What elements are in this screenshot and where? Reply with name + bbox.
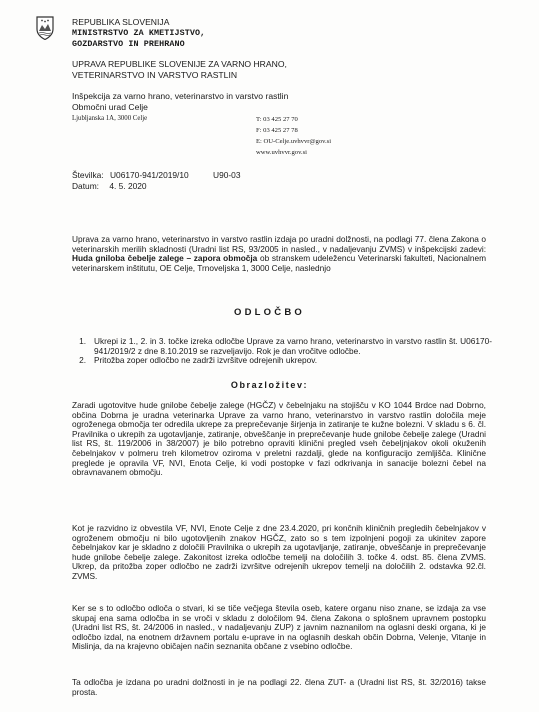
inspection-name: Inšpekcija za varno hrano, veterinarstvo in varstvo rastlin (72, 91, 289, 101)
decision-item (72, 356, 492, 366)
contact-phone: T: 03 425 27 70 (256, 116, 298, 123)
coat-of-arms-icon (36, 16, 54, 40)
decision-item-text: Pritožba zoper odločbo ne zadrži izvršitve odrejenih ukrepov. (94, 355, 318, 366)
agency-line-2: VETERINARSTVO IN VARSTVO RASTLIN (72, 70, 238, 80)
agency-line-1: UPRAVA REPUBLIKE SLOVENIJE ZA VARNO HRANO, (72, 59, 287, 69)
decision-item-number: 1. (79, 336, 86, 346)
office-name: Območni urad Celje (72, 102, 148, 112)
reasoning-paragraph-4: Ta odločba je izdana po uradni dolžnosti in je na podlagi 22. člena ZUT- a (Uradni list RS, št. 32/2016) takse prosta. (72, 677, 486, 697)
office-address: Ljubljanska 1A, 3000 Celje (72, 115, 148, 122)
reasoning-title: Obrazložitev: (230, 380, 309, 390)
contact-fax: F: 03 425 27 78 (256, 127, 298, 134)
country-name: REPUBLIKA SLOVENIJA (72, 17, 170, 27)
reasoning-paragraph-2: Kot je razvidno iz obvestila VF, NVI, Enote Celje z dne 23.4.2020, pri končnih kliničnih pregledih čebelnjakov v ogroženem območju ni bilo ugotovljenih znakov HGČZ, zato so s tem izpolnjeni pogoji za ukinitev zapore čebelnjakov kar je skladno z določili Pravilnika o ukrepih za ugotavljanje, zatiranje, obveščanje in preprečevanje hude gnilobe čebelje zalege. Zakonitost izreka odločbe temelji na določilih 3. točke 4. odst. 85. člena ZVMS. Ukrep, da pritožba zoper odločbo ne zadrži izvršitve odrejenih ukrepov temelji na določilih 2. odstavka 92.čl. ZVMS. (72, 523, 486, 581)
case-code: U90-03 (213, 170, 241, 180)
case-number-value: U06170-941/2019/10 (109, 170, 189, 180)
decision-list (72, 337, 492, 366)
contact-web[interactable]: www.uvhvvr.gov.si (256, 149, 307, 156)
contact-email[interactable]: E: OU-Celje.uvhvvr@gov.si (256, 138, 332, 145)
document-date (72, 181, 147, 191)
intro-paragraph (72, 235, 486, 273)
case-number-label: Številka: (72, 170, 104, 180)
date-label: Datum: (72, 181, 99, 191)
intro-text-start: Uprava za varno hrano, veterinarstvo in varstvo rastlin izdaja po uradni dolžnosti, na podlagi 77. člena Zakona o veterinarskih merilih skladnosti (Uradni list RS, 93/2005 in nasled., v nadaljevanju ZVMS) v inšpekcijski zadevi: (72, 234, 486, 254)
ministry-line-2: GOZDARSTVO IN PREHRANO (72, 39, 185, 49)
ministry-line-1: MINISTRSTVO ZA KMETIJSTVO, (72, 28, 206, 38)
case-number (72, 170, 240, 180)
decision-item-text: Ukrepi iz 1., 2. in 3. točke izreka odločbe Uprave za varno hrano, veterinarstvo in varstvo rastlin št. U06170-941/2019/2 z dne 8.10.2019 se razveljavijo. Rok je dan vročitve odločbe. (94, 336, 492, 356)
intro-text-end: ob stranskem udeležencu Veterinarski fakulteti, Nacionalnem veterinarskem inštitutu, OE Celje, Trnoveljska 1, 3000 Celje, naslednjo (72, 253, 486, 273)
decision-title: ODLOČBO (234, 307, 305, 318)
intro-case-title: Huda gniloba čebelje zalege – zapora območja (72, 253, 258, 264)
decision-item (72, 337, 492, 356)
decision-item-number: 2. (79, 355, 86, 366)
date-value: 4. 5. 2020 (109, 181, 147, 191)
reasoning-paragraph-3: Ker se s to odločbo odloča o stvari, ki se tiče večjega števila oseb, katere organu niso znane, se izdaja za vse skupaj ena sama odločba in se vroči v skladu z določilom 94. člena Zakona o splošnem upravnem postopku (Uradni list RS, št. 24/2006 in nasled., v nadaljevanju ZUP) z javnim naznanilom na oglasni deski organa, ki je odločbo izdal, na enotnem državnem portalu e-uprave in na oglasnih deskah občin Dobrna, Velenje, Vitanje in Mislinja, da na krajevno običajen način seznanita občane z vsebino odločbe. (72, 603, 486, 652)
reasoning-paragraph-1: Zaradi ugotovitve hude gnilobe čebelje zalege (HGČZ) v čebelnjaku na stojišču v KO 1044 Brdce nad Dobrno, občina Dobrna je uradna veterinarka Uprave za varno hrano, veterinarstvo in varstvo rastlin določila meje ogroženega območja ter odredila ukrepe za preprečevanje širjenja in zatiranje te kužne bolezni. V skladu s 6. čl. Pravilnika o ukrepih za ugotavljanje, zatiranje, obveščanje in preprečevanje hude gnilobe čebelje zalege (Uradni list RS, št. 119/2006 in 38/2007) je bilo potrebno opraviti klinični pregled vseh čebeljnjakov okoli okuženih čebelnjakov v polmeru treh kilometrov oziroma v preletni razdalji, glede na konfiguracijo zemljišča. Klinične preglede je opravila VF, NVI, Enota Celje, ki vodi postopke v fazi odkrivanja in sanacije bolezni čebel na obravnavanem območju. (72, 400, 486, 478)
